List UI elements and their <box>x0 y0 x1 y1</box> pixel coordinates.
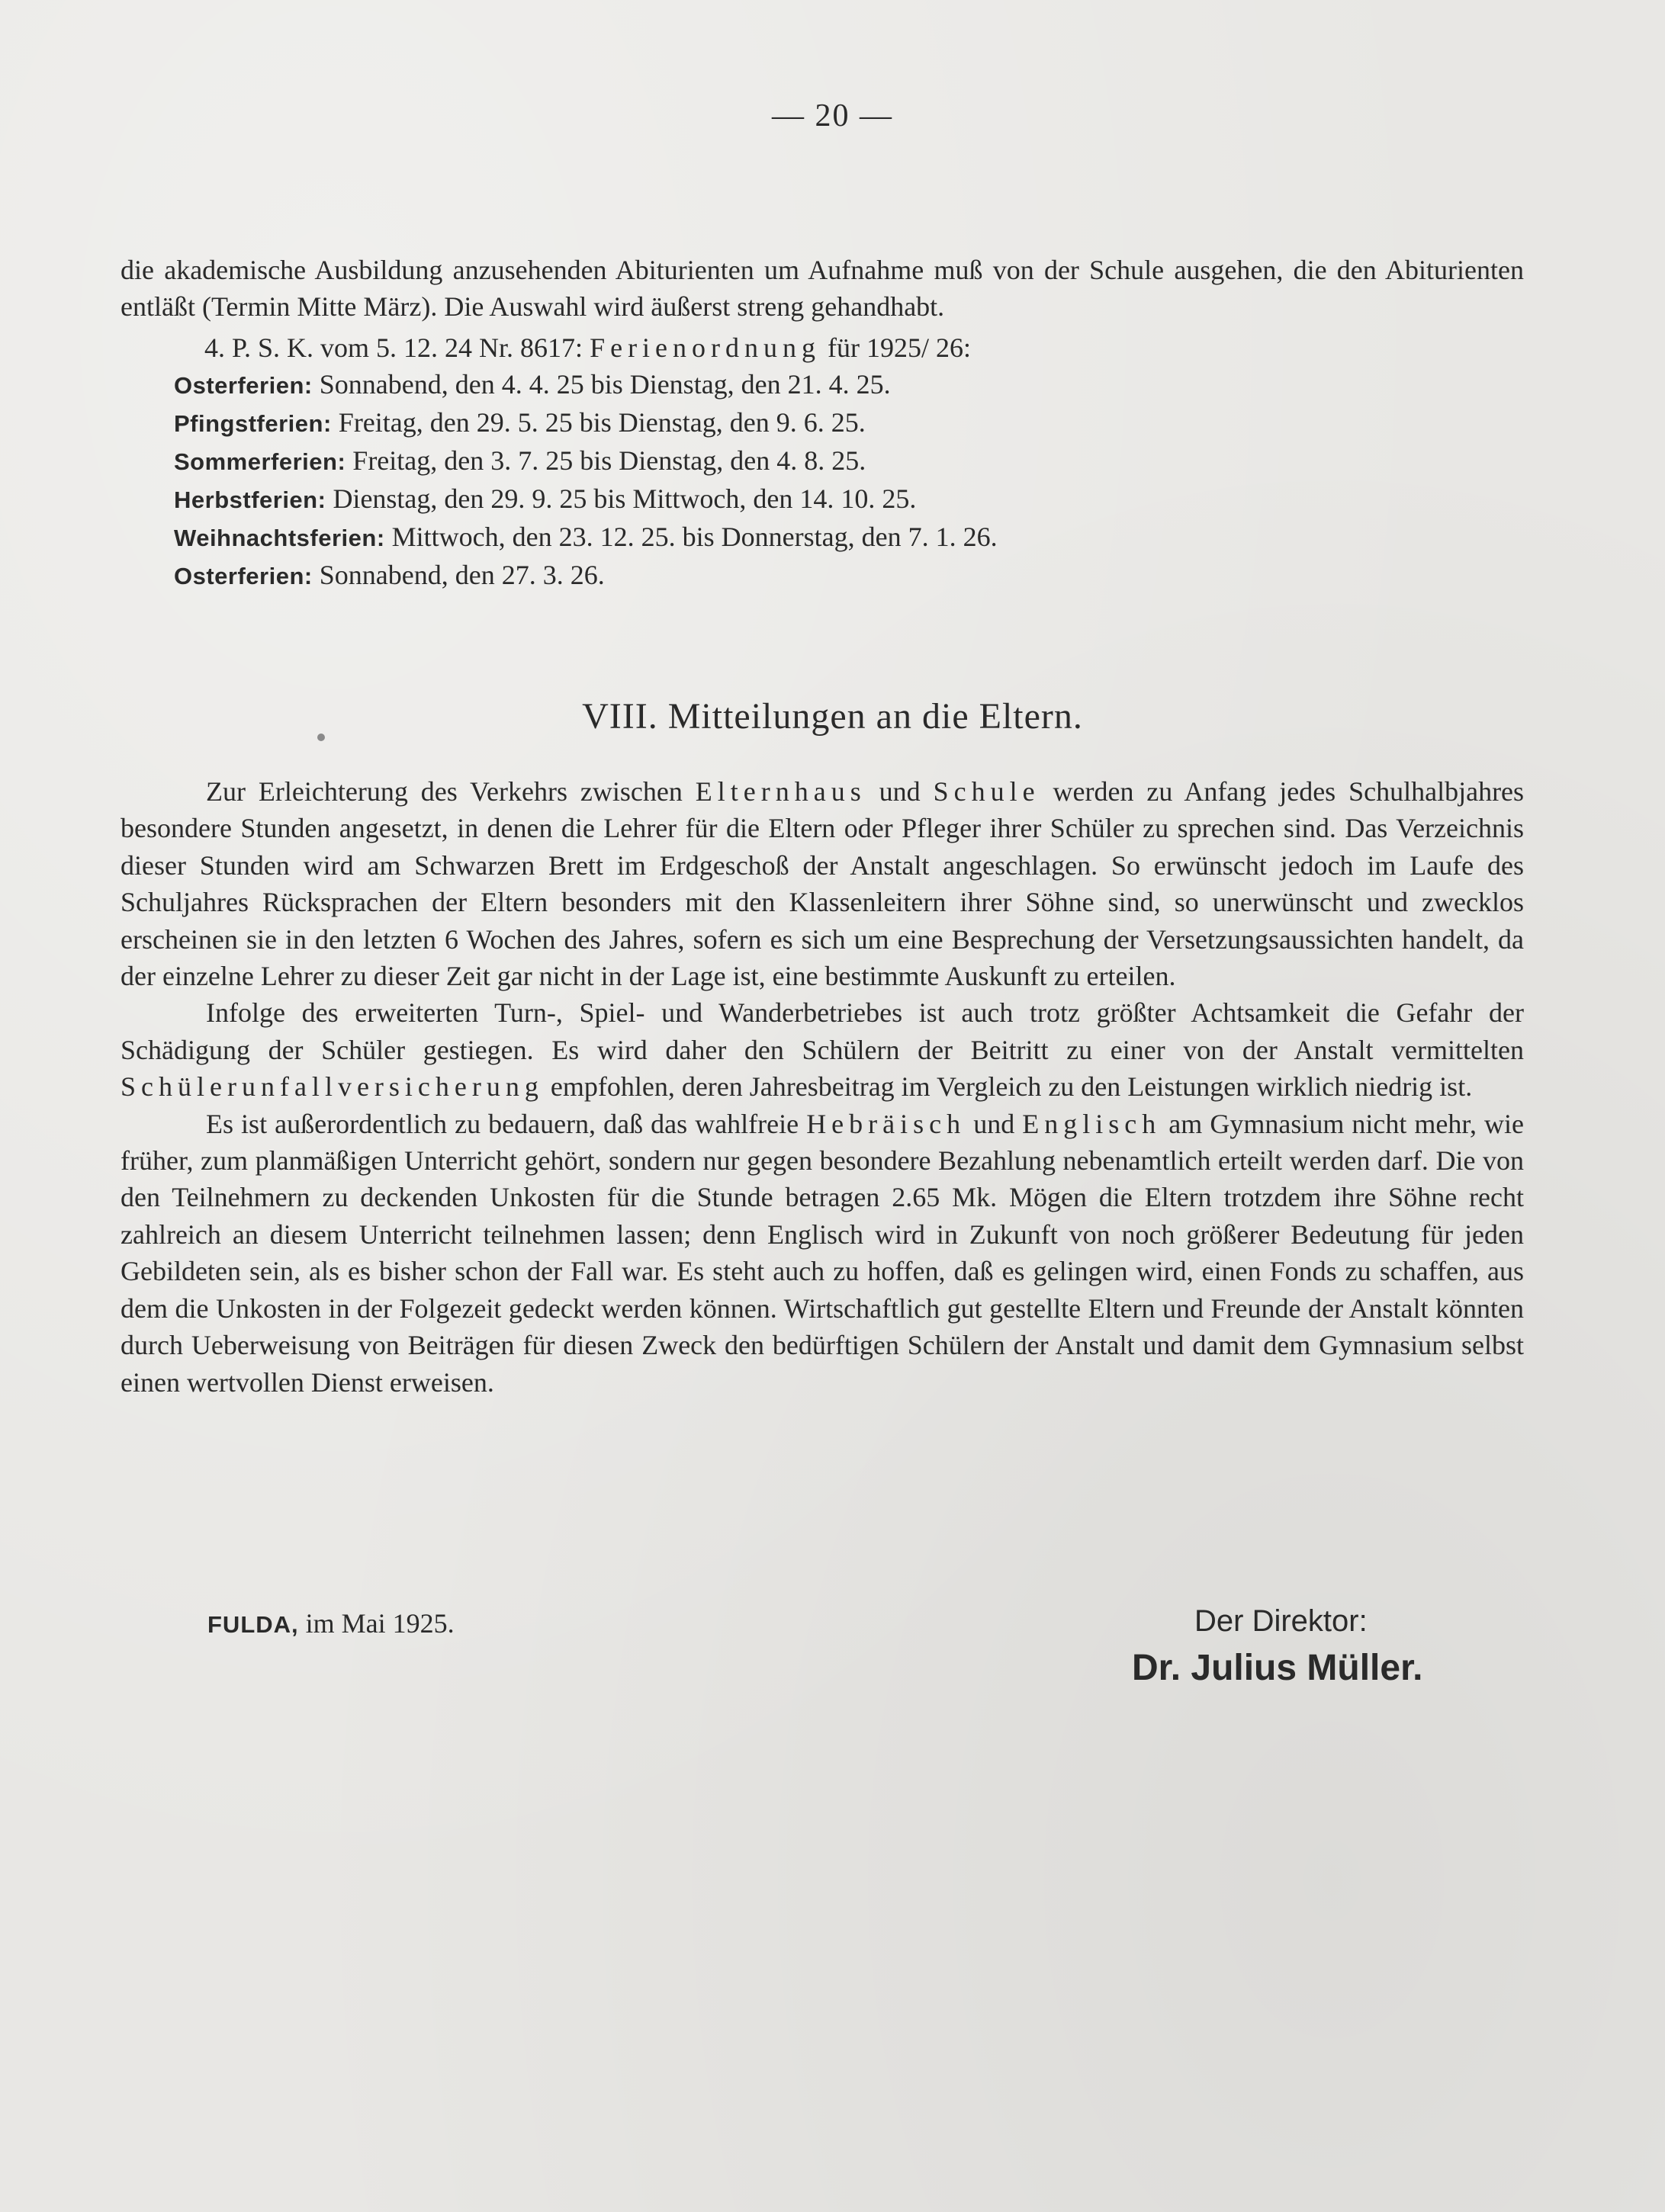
holiday-list <box>174 366 998 595</box>
place-and-date <box>207 1607 455 1639</box>
spaced-word: Englisch <box>1022 1108 1162 1139</box>
holiday-name: Weihnachtsferien: <box>174 525 385 551</box>
holiday-dates: Sonnabend, den 4. 4. 25 bis Dienstag, den 21. 4. 25. <box>319 369 891 400</box>
holiday-entry <box>174 557 998 595</box>
paragraph-language-courses <box>121 1106 1524 1401</box>
paragraph-text: empfohlen, deren Jahresbeitrag im Vergleich zu den Leistungen wirklich niedrig ist. <box>550 1071 1473 1103</box>
paragraph-consultation-hours <box>121 773 1524 994</box>
page-number: — 20 — <box>772 98 893 133</box>
decree-suffix: für 1925/ 26: <box>828 332 972 363</box>
paragraph-text: und <box>879 776 921 807</box>
spaced-word: Hebräisch <box>806 1108 966 1139</box>
signature-name: Dr. Julius Müller. <box>1132 1648 1423 1688</box>
paragraph-accident-insurance <box>121 994 1524 1105</box>
holiday-entry <box>174 366 998 404</box>
parents-notice <box>121 773 1524 1401</box>
holiday-entry <box>174 480 998 518</box>
city: FULDA, <box>207 1611 299 1638</box>
decree-prefix: 4. P. S. K. vom 5. 12. 24 Nr. 8617: <box>204 332 583 363</box>
holiday-dates: Sonnabend, den 27. 3. 26. <box>319 560 605 590</box>
paragraph-text: am Gymnasium nicht mehr, wie früher, zum planmäßigen Unterricht gehört, sondern nur gegen besondere Bezahlung nebenamtlich erteilt werden darf. Die von den Teilnehmern zu deckenden Unkosten für die Stunde betragen 2.65 Mk. Mögen die Eltern trotzdem ihre Söhne recht zahlreich an diesem Unterricht teilnehmen lassen; denn Englisch wird in Zukunft von noch größerer Bedeutung für jeden Gebildeten sein, als es bisher schon der Fall war. Es steht auch zu hoffen, daß es gelingen wird, einen Fonds zu schaffen, aus dem die Unkosten in der Folgezeit gedeckt werden können. Wirtschaftlich gut gestellte Eltern und Freunde der Anstalt könnten durch Ueberweisung von Beiträgen für diesen Zweck den bedürftigen Schülern der Anstalt und damit dem Gymnasium selbst einen wertvollen Dienst erweisen. <box>121 1108 1524 1398</box>
holiday-entry <box>174 518 998 557</box>
holiday-entry <box>174 442 998 480</box>
decree-line <box>204 329 971 366</box>
intro-paragraph: die akademische Ausbildung anzusehenden Abiturienten um Aufnahme muß von der Schule ausgehen, die den Abiturienten entläßt (Termin Mitte März). Die Auswahl wird äußerst streng gehandhabt. <box>121 255 1524 322</box>
holiday-dates: Mittwoch, den 23. 12. 25. bis Donnerstag, den 7. 1. 26. <box>391 522 998 552</box>
paragraph-text: Zur Erleichterung des Verkehrs zwischen <box>206 776 683 807</box>
holiday-name: Osterferien: <box>174 563 313 589</box>
holiday-name: Herbstferien: <box>174 486 326 513</box>
holiday-dates: Dienstag, den 29. 9. 25 bis Mittwoch, den 14. 10. 25. <box>333 483 917 514</box>
date: im Mai 1925. <box>305 1608 455 1639</box>
holiday-name: Sommerferien: <box>174 448 346 475</box>
holiday-name: Pfingstferien: <box>174 410 332 437</box>
paragraph-text: und <box>973 1108 1015 1139</box>
paragraph-text: werden zu Anfang jedes Schulhalbjahres besondere Stunden angesetzt, in denen die Lehrer für die Eltern oder Pfleger ihrer Schüler zu sprechen sind. Das Verzeichnis dieser Stunden wird am Schwarzen Brett im Erdgeschoß der Anstalt angeschlagen. So erwünscht jedoch im Laufe des Schuljahres Rücksprachen der Eltern besonders mit den Klassenleitern ihrer Söhne sind, so unerwünscht und zwecklos erscheinen sie in den letzten 6 Wochen des Jahres, sofern es sich um eine Besprechung der Versetzungsaussichten handelt, da der einzelne Lehrer zu dieser Zeit gar nicht in der Lage ist, eine bestimmte Auskunft zu erteilen. <box>121 776 1525 992</box>
holiday-dates: Freitag, den 3. 7. 25 bis Dienstag, den 4. 8. 25. <box>352 445 866 476</box>
spaced-word: Elternhaus <box>695 776 866 807</box>
paragraph-text: Es ist außerordentlich zu bedauern, daß das wahlfreie <box>206 1108 799 1139</box>
spaced-word: Schule <box>933 776 1040 807</box>
section-title: VIII. Mitteilungen an die Eltern. <box>582 696 1083 737</box>
signature-role: Der Direktor: <box>1194 1604 1368 1638</box>
holiday-name: Osterferien: <box>174 372 313 399</box>
holiday-dates: Freitag, den 29. 5. 25 bis Dienstag, den 9. 6. 25. <box>338 407 866 438</box>
paragraph-text: Infolge des erweiterten Turn-, Spiel- und Wanderbetriebes ist auch trotz größter Achtsamkeit die Gefahr der Schädigung der Schüler gestiegen. Es wird daher den Schülern der Beitritt zu einer von der Anstalt vermittelten <box>121 997 1524 1065</box>
spaced-word: Schülerunfallversicherung <box>121 1071 544 1103</box>
decree-spaced-word: Ferienordnung <box>590 332 821 363</box>
holiday-entry <box>174 404 998 442</box>
